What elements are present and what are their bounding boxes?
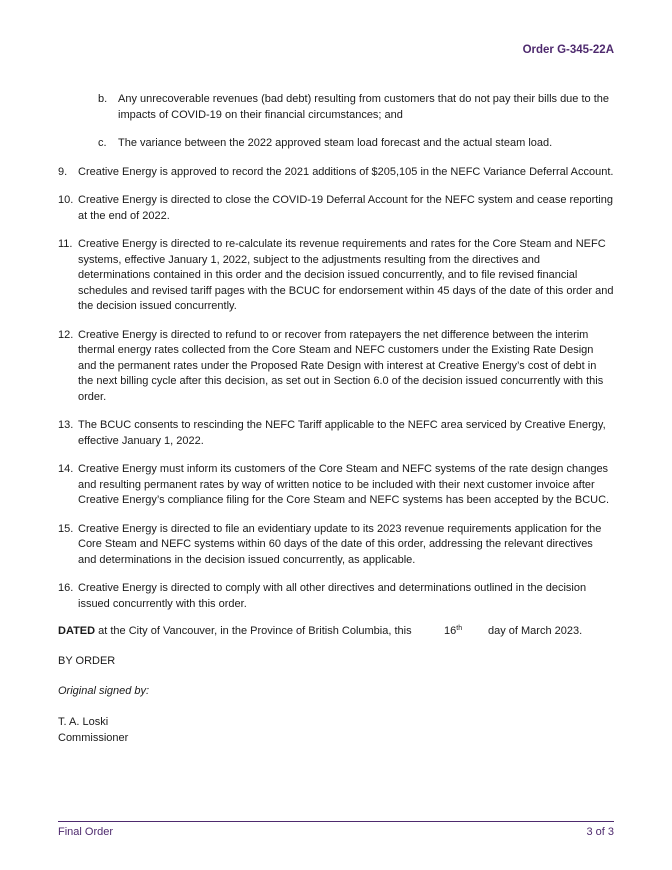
directive-text: Creative Energy is directed to file an evidentiary update to its 2023 revenue requirements application for the Core Steam and NEFC systems within 60 days of the date of this order, addressing the relevant directives and determinations in the decision issued concurrently, as applicable.: [78, 522, 602, 566]
sub-item-c: [98, 136, 614, 152]
directive-number: 14.: [58, 463, 74, 475]
sub-item-text: Any unrecoverable revenues (bad debt) resulting from customers that do not pay their bills due to the impacts of COVID-19 on their financial circumstances; and: [118, 93, 609, 121]
directive-text: Creative Energy is directed to comply with all other directives and determinations outlined in the decision issued concurrently with this order.: [78, 582, 587, 610]
directive-13: [58, 418, 614, 449]
footer-divider: [58, 821, 614, 822]
directive-text: Creative Energy is directed to close the COVID-19 Deferral Account for the NEFC system and cease reporting at the end of 2022.: [78, 194, 613, 222]
directive-12: [58, 328, 614, 406]
directive-text: The BCUC consents to rescinding the NEFC Tariff applicable to the NEFC area serviced by Creative Energy, effective January 1, 2022.: [78, 419, 606, 447]
signer-name: T. A. Loski: [58, 716, 109, 728]
directive-list: [58, 165, 614, 613]
directive-10: [58, 193, 614, 224]
directive-number: 9.: [58, 165, 68, 178]
sub-item-b: [98, 92, 614, 123]
directive-11: [58, 237, 614, 315]
dated-day-suffix: th: [456, 625, 463, 632]
order-body: [58, 92, 614, 625]
directive-number: 12.: [58, 328, 74, 341]
dated-location: at the City of Vancouver, in the Province of British Columbia, this: [95, 625, 412, 637]
footer-page-number: 3 of 3: [586, 826, 614, 838]
dated-line: [58, 624, 614, 640]
sub-item-text: The variance between the 2022 approved steam load forecast and the actual steam load.: [118, 137, 553, 149]
sub-item-marker: b.: [98, 93, 108, 105]
footer-document-status: Final Order: [58, 826, 114, 838]
directive-number: 10.: [58, 194, 74, 206]
directive-text: Creative Energy must inform its customers of the Core Steam and NEFC systems of the rate design changes and resulting permanent rates by way of written notice to be included with their next customer invoice after Creative Energy’s compliance filing for the Core Steam and NEFC systems has been accepted by the BCUC.: [78, 463, 610, 506]
directive-14: [58, 462, 614, 509]
by-order: BY ORDER: [58, 655, 116, 667]
order-number: Order G-345-22A: [522, 44, 614, 56]
directive-16: [58, 581, 614, 612]
directive-number: 16.: [58, 582, 74, 594]
directive-number: 15.: [58, 522, 74, 535]
directive-text: Creative Energy is approved to record the 2021 additions of $205,105 in the NEFC Variance Deferral Account.: [78, 165, 614, 178]
directive-text: Creative Energy is directed to re-calculate its revenue requirements and rates for the Core Steam and NEFC systems, effective January 1, 2022, subject to the adjustments resulting from the directives and determinations contained in this order and the decision issued concurrently, and to file revised financial schedules and revised tariff pages with the BCUC for endorsement within 45 days of the date of this order and the decision issued concurrently.: [78, 238, 614, 312]
dated-month: day of March 2023.: [488, 625, 583, 637]
directive-text: Creative Energy is directed to refund to or recover from ratepayers the net difference between the interim thermal energy rates collected from the Core Steam and NEFC customers under the Existing Rate Design and the permanent rates under the Proposed Rate Design with interest at Creative Energy’s cost of debt in the next billing cycle after this decision, as set out in Section 6.0 of the decision issued concurrently with this order.: [78, 328, 604, 403]
dated-statement: [58, 625, 412, 637]
sub-item-list: [98, 92, 614, 152]
directive-9: [58, 165, 614, 181]
dated-label: DATED: [58, 625, 96, 637]
directive-15: [58, 522, 614, 569]
dated-day-number: 16: [444, 625, 457, 637]
directive-number: 13.: [58, 419, 74, 431]
sub-item-marker: c.: [98, 137, 107, 149]
directive-number: 11.: [58, 238, 73, 250]
original-signed-note: Original signed by:: [58, 685, 150, 697]
dated-day: [444, 624, 462, 640]
signer-block: [58, 715, 128, 746]
signer-title: Commissioner: [58, 731, 129, 744]
